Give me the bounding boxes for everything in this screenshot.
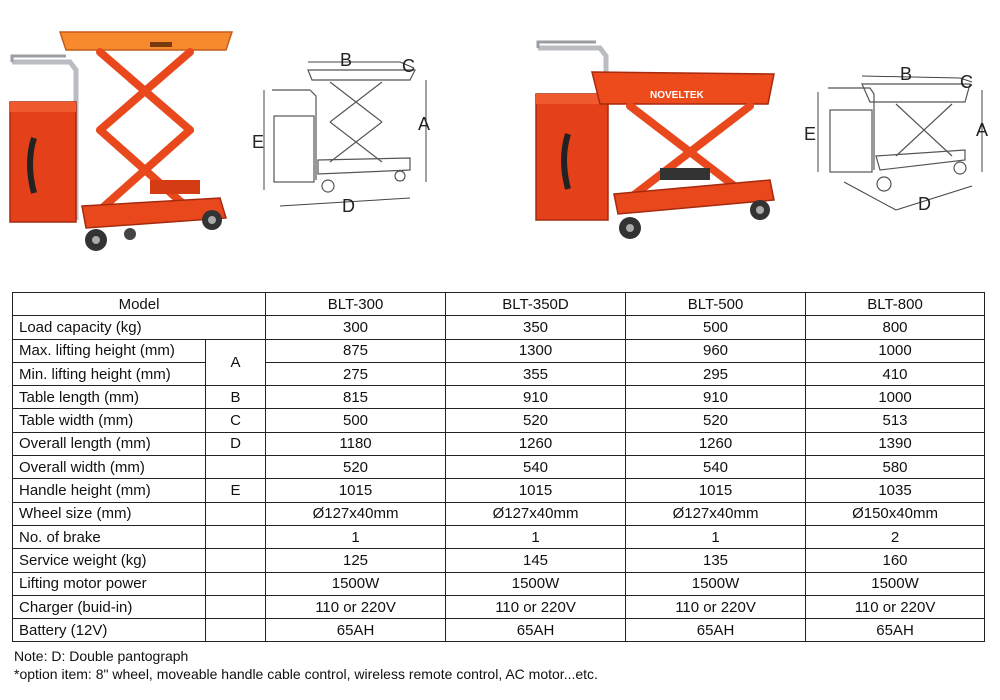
row-code	[206, 456, 266, 479]
cell: 500	[626, 316, 806, 339]
cell: 110 or 220V	[266, 595, 446, 618]
table-row	[13, 502, 985, 525]
cell: 800	[806, 316, 985, 339]
spec-table	[12, 292, 985, 642]
header-model-2: BLT-350D	[446, 293, 626, 316]
dimension-label-b: B	[340, 50, 353, 70]
cell: 65AH	[266, 619, 446, 642]
dimension-drawing-double	[250, 50, 445, 220]
row-label: No. of brake	[13, 525, 206, 548]
cell: 1180	[266, 432, 446, 455]
header-model-3: BLT-500	[626, 293, 806, 316]
cell: 110 or 220V	[806, 595, 985, 618]
row-label: Table length (mm)	[13, 386, 206, 409]
dimension-label-d: D	[342, 196, 355, 216]
table-row	[13, 362, 985, 385]
cell: Ø150x40mm	[806, 502, 985, 525]
cell: 520	[446, 409, 626, 432]
header-model-4: BLT-800	[806, 293, 985, 316]
cell: 520	[266, 456, 446, 479]
dimension-label-c-2: C	[960, 72, 973, 92]
row-label: Service weight (kg)	[13, 549, 206, 572]
row-label: Min. lifting height (mm)	[13, 362, 206, 385]
cell: 1	[266, 525, 446, 548]
cell: 350	[446, 316, 626, 339]
cell: 2	[806, 525, 985, 548]
dimension-label-c: C	[402, 56, 415, 76]
cell: 1500W	[446, 572, 626, 595]
cell: 125	[266, 549, 446, 572]
row-label: Wheel size (mm)	[13, 502, 206, 525]
dimension-label-d-2: D	[918, 194, 931, 214]
cell: 520	[626, 409, 806, 432]
cell: 1	[626, 525, 806, 548]
cell: 1300	[446, 339, 626, 362]
header-model-1: BLT-300	[266, 293, 446, 316]
table-row	[13, 595, 985, 618]
row-code	[206, 572, 266, 595]
row-code: D	[206, 432, 266, 455]
cell: 275	[266, 362, 446, 385]
cell: 410	[806, 362, 985, 385]
cell: 160	[806, 549, 985, 572]
cell: 65AH	[446, 619, 626, 642]
cell: Ø127x40mm	[626, 502, 806, 525]
table-row	[13, 572, 985, 595]
cell: 1260	[626, 432, 806, 455]
cell: 1	[446, 525, 626, 548]
dimension-label-e: E	[252, 132, 265, 152]
cell: 875	[266, 339, 446, 362]
cell: Ø127x40mm	[266, 502, 446, 525]
cell: 300	[266, 316, 446, 339]
row-code: B	[206, 386, 266, 409]
row-code	[206, 525, 266, 548]
table-row	[13, 409, 985, 432]
table-row	[13, 456, 985, 479]
cell: 1390	[806, 432, 985, 455]
notes	[14, 647, 598, 683]
product-figures	[0, 0, 1000, 285]
table-row	[13, 549, 985, 572]
cell: 145	[446, 549, 626, 572]
cell: 540	[626, 456, 806, 479]
cell: 135	[626, 549, 806, 572]
cell: 1015	[626, 479, 806, 502]
cell: Ø127x40mm	[446, 502, 626, 525]
row-label: Load capacity (kg)	[13, 316, 266, 339]
cell: 500	[266, 409, 446, 432]
row-code	[206, 619, 266, 642]
header-model: Model	[13, 293, 266, 316]
row-label: Max. lifting height (mm)	[13, 339, 206, 362]
row-code	[206, 502, 266, 525]
table-header-row	[13, 293, 985, 316]
cell: 540	[446, 456, 626, 479]
row-label: Lifting motor power	[13, 572, 206, 595]
table-row	[13, 316, 985, 339]
dimension-label-b-2: B	[900, 64, 913, 84]
cell: 65AH	[806, 619, 985, 642]
cell: 815	[266, 386, 446, 409]
table-row	[13, 525, 985, 548]
row-label: Charger (buid-in)	[13, 595, 206, 618]
row-code	[206, 549, 266, 572]
cell: 910	[626, 386, 806, 409]
row-label: Table width (mm)	[13, 409, 206, 432]
cell: 1015	[446, 479, 626, 502]
row-label: Overall width (mm)	[13, 456, 206, 479]
cell: 1500W	[266, 572, 446, 595]
row-label: Battery (12V)	[13, 619, 206, 642]
row-label: Overall length (mm)	[13, 432, 206, 455]
cell: 110 or 220V	[626, 595, 806, 618]
cell: 355	[446, 362, 626, 385]
dimension-label-e-2: E	[804, 124, 817, 144]
table-row	[13, 619, 985, 642]
brand-label: NOVELTEK	[650, 90, 704, 101]
cell: 910	[446, 386, 626, 409]
cell: 65AH	[626, 619, 806, 642]
dimension-label-a-2: A	[976, 120, 989, 140]
table-row	[13, 479, 985, 502]
note-line: *option item: 8" wheel, moveable handle cable control, wireless remote control, AC motor...etc.	[14, 666, 598, 682]
cell: 1260	[446, 432, 626, 455]
row-code: C	[206, 409, 266, 432]
cell: 1500W	[806, 572, 985, 595]
lift-table-single-photo	[530, 30, 780, 250]
table-row	[13, 432, 985, 455]
lift-table-double-photo	[0, 20, 240, 260]
cell: 1015	[266, 479, 446, 502]
cell: 110 or 220V	[446, 595, 626, 618]
cell: 960	[626, 339, 806, 362]
row-label: Handle height (mm)	[13, 479, 206, 502]
cell: 1000	[806, 339, 985, 362]
cell: 1500W	[626, 572, 806, 595]
cell: 513	[806, 409, 985, 432]
dimension-label-a: A	[418, 114, 431, 134]
cell: 295	[626, 362, 806, 385]
table-row	[13, 339, 985, 362]
row-code: A	[206, 339, 266, 386]
note-line: Note: D: Double pantograph	[14, 648, 189, 664]
row-code: E	[206, 479, 266, 502]
dimension-drawing-single	[800, 60, 995, 225]
cell: 580	[806, 456, 985, 479]
cell: 1000	[806, 386, 985, 409]
row-code	[206, 595, 266, 618]
cell: 1035	[806, 479, 985, 502]
table-row	[13, 386, 985, 409]
